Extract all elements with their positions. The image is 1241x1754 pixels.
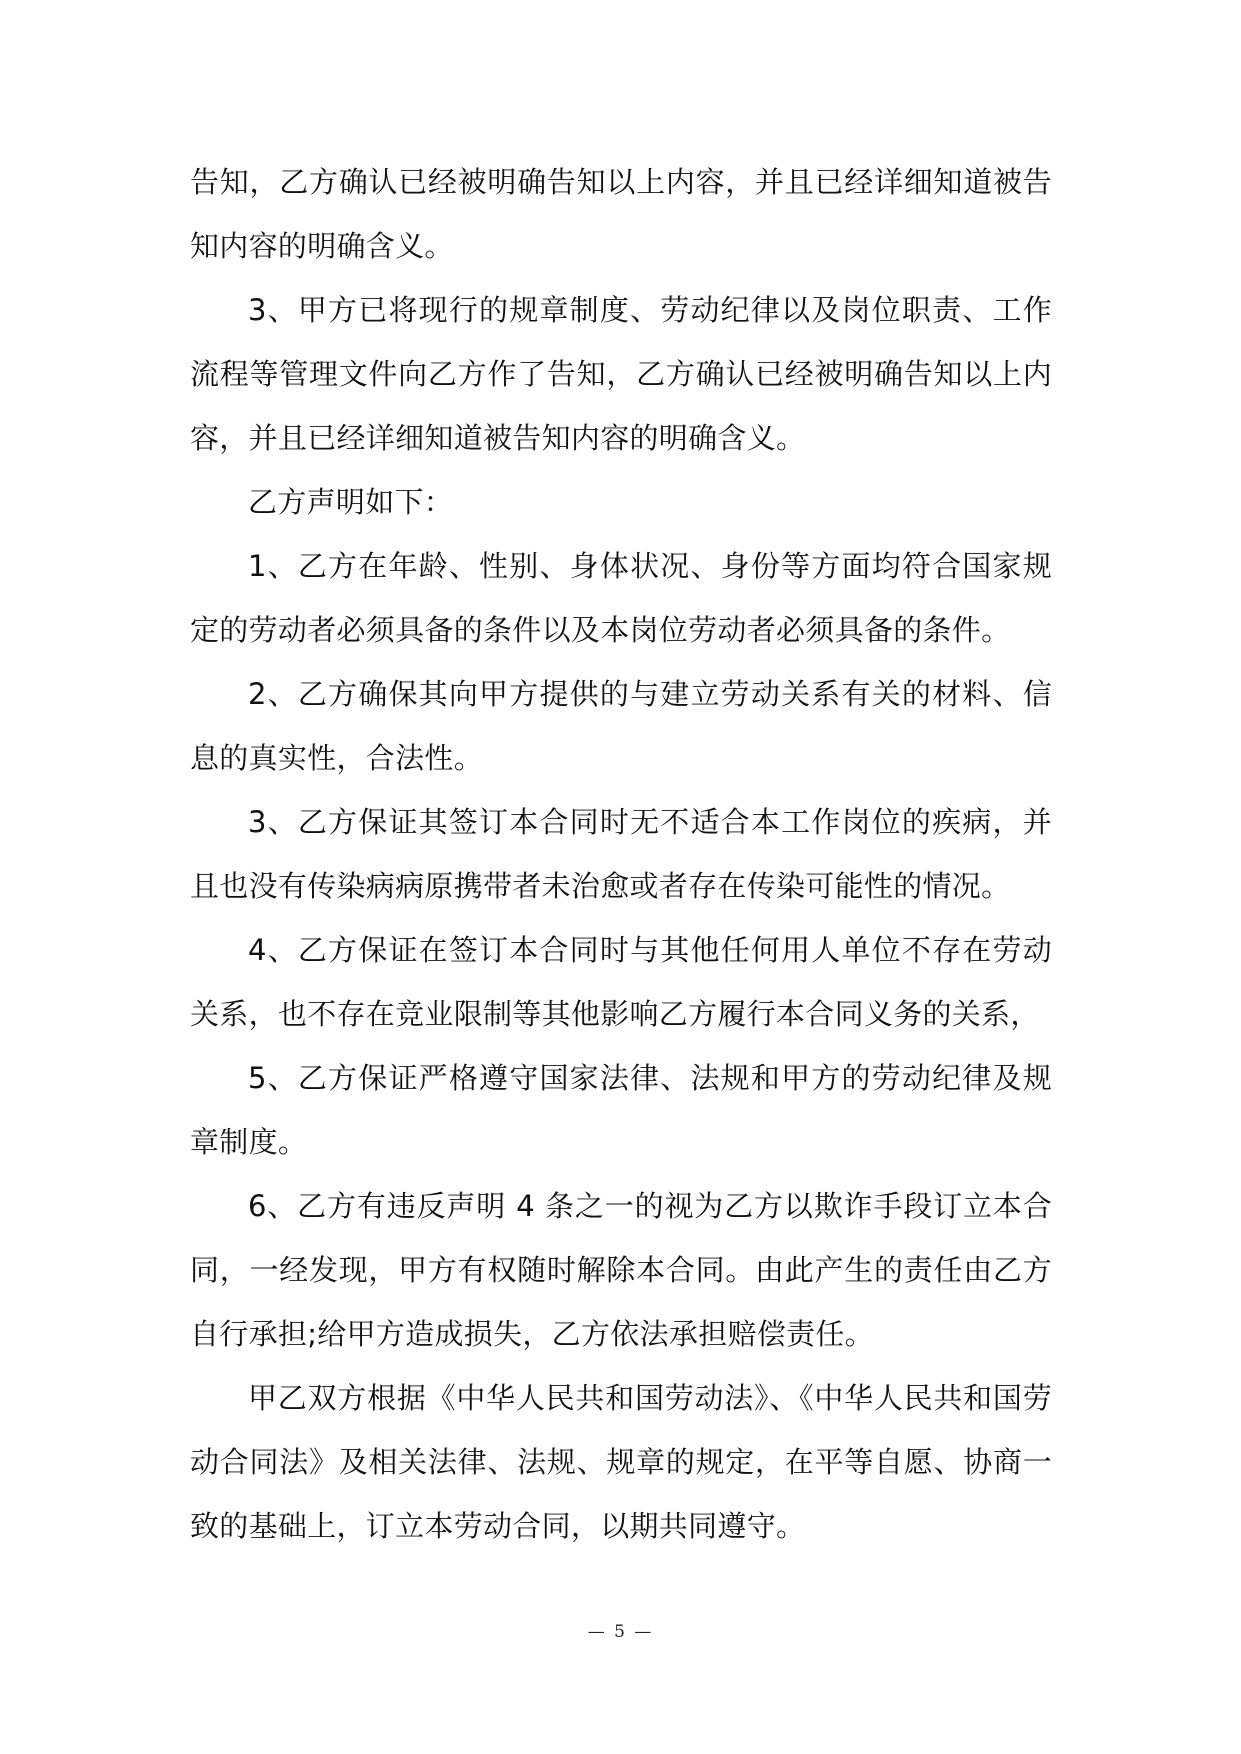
paragraph-employee-clause-3: 3、乙方保证其签订本合同时无不适合本工作岗位的疾病，并且也没有传染病病原携带者未治愈或者存在传染可能性的情况。 — [190, 805, 1052, 903]
paragraph-employee-clause-5: 5、乙方保证严格遵守国家法律、法规和甲方的劳动纪律及规章制度。 — [190, 1061, 1052, 1159]
paragraph-employee-clause-2: 2、乙方确保其向甲方提供的与建立劳动关系有关的材料、信息的真实性，合法性。 — [190, 677, 1052, 775]
paragraph-employer-clause-3: 3、甲方已将现行的规章制度、劳动纪律以及岗位职责、工作流程等管理文件向乙方作了告知，乙方确认已经被明确告知以上内容，并且已经详细知道被告知内容的明确含义。 — [190, 293, 1052, 455]
paragraph-continuation: 告知，乙方确认已经被明确告知以上内容，并且已经详细知道被告知内容的明确含义。 — [190, 165, 1052, 263]
paragraph-employee-clause-1: 1、乙方在年龄、性别、身体状况、身份等方面均符合国家规定的劳动者必须具备的条件以及本岗位劳动者必须具备的条件。 — [190, 549, 1052, 647]
paragraph-closing: 甲乙双方根据《中华人民共和国劳动法》、《中华人民共和国劳动合同法》及相关法律、法规、规章的规定，在平等自愿、协商一致的基础上，订立本劳动合同，以期共同遵守。 — [190, 1381, 1052, 1543]
paragraph-employee-clause-6: 6、乙方有违反声明 4 条之一的视为乙方以欺诈手段订立本合同，一经发现，甲方有权随时解除本合同。由此产生的责任由乙方自行承担;给甲方造成损失，乙方依法承担赔偿责任。 — [190, 1189, 1052, 1351]
page-number: — 5 — — [587, 1622, 654, 1642]
paragraph-employee-clause-4: 4、乙方保证在签订本合同时与其他任何用人单位不存在劳动关系，也不存在竞业限制等其他影响乙方履行本合同义务的关系， — [190, 933, 1052, 1031]
document-body — [190, 150, 1052, 1558]
paragraph-employee-declaration-heading: 乙方声明如下： — [248, 485, 454, 519]
